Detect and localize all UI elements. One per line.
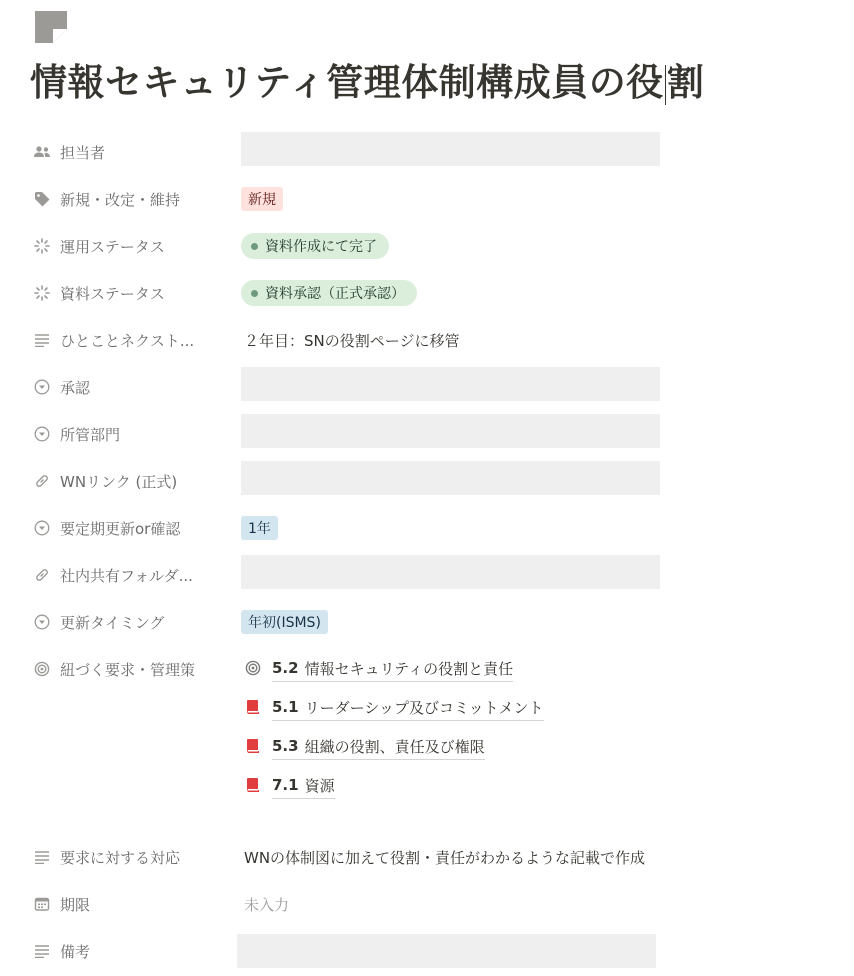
status-dot (251, 290, 258, 297)
requirement-item[interactable] (244, 694, 544, 733)
department-value[interactable] (241, 414, 660, 448)
requirement-item[interactable] (244, 655, 544, 694)
deadline-value[interactable]: 未入力 (244, 895, 290, 914)
requirement-link[interactable]: 5.3 組織の役割、責任及び権限 (272, 733, 485, 760)
property-label-periodic-update[interactable]: 要定期更新or確認 (33, 516, 180, 540)
text-icon (33, 942, 51, 960)
property-label-assignee[interactable]: 担当者 (33, 140, 105, 164)
approval-value[interactable] (241, 367, 660, 401)
requirements-list (244, 655, 544, 811)
property-label-department[interactable]: 所管部門 (33, 422, 120, 446)
property-row-periodic-update (0, 504, 854, 551)
status-icon (33, 284, 51, 302)
requirement-link[interactable]: 5.1 リーダーシップ及びコミットメント (272, 694, 544, 721)
link-icon (33, 472, 51, 490)
next-note-value[interactable]: ２年目：SNの役割ページに移管 (244, 331, 460, 350)
property-label-new-revision[interactable]: 新規・改定・維持 (33, 187, 180, 211)
operation-status-badge[interactable]: 資料作成にて完了 (241, 233, 389, 259)
select-icon (33, 519, 51, 537)
property-list (0, 128, 854, 974)
text-cursor (665, 65, 666, 105)
page-icon[interactable] (35, 11, 67, 43)
select-icon (33, 378, 51, 396)
property-label-next-note[interactable]: ひとことネクスト... (33, 328, 194, 352)
tag-icon (33, 190, 51, 208)
property-label-approval[interactable]: 承認 (33, 375, 90, 399)
requirement-link[interactable]: 5.2 情報セキュリティの役割と責任 (272, 655, 513, 682)
property-label-update-timing[interactable]: 更新タイミング (33, 610, 164, 634)
page-title[interactable]: 情報セキュリティ管理体制構成員の役割 (30, 61, 705, 104)
property-label-wn-link[interactable]: WNリンク (正式) (33, 469, 177, 493)
relation-icon (33, 660, 51, 678)
new-revision-tag[interactable]: 新規 (241, 187, 283, 211)
text-icon (33, 848, 51, 866)
document-status-badge[interactable]: 資料承認（正式承認） (241, 280, 417, 306)
property-row-assignee (0, 128, 854, 175)
property-row-approval (0, 363, 854, 410)
status-dot (251, 243, 258, 250)
property-row-remarks (0, 927, 854, 974)
requirement-item[interactable] (244, 733, 544, 772)
select-icon (33, 425, 51, 443)
book-icon (244, 698, 262, 716)
link-icon (33, 566, 51, 584)
property-label-requirements[interactable]: 紐づく要求・管理策 (33, 657, 195, 681)
assignee-value[interactable] (241, 132, 660, 166)
requirement-item[interactable] (244, 772, 544, 811)
property-row-requirements (0, 645, 854, 833)
property-row-document-status (0, 269, 854, 316)
property-row-operation-status (0, 222, 854, 269)
property-label-operation-status[interactable]: 運用ステータス (33, 234, 165, 258)
periodic-update-tag[interactable]: 1年 (241, 516, 278, 540)
property-label-response[interactable]: 要求に対する対応 (33, 845, 180, 869)
calendar-icon (33, 895, 51, 913)
property-label-shared-folder[interactable]: 社内共有フォルダ... (33, 563, 193, 587)
wn-link-value[interactable] (241, 461, 660, 495)
property-label-remarks[interactable]: 備考 (33, 939, 90, 963)
remarks-value[interactable] (237, 934, 656, 968)
status-icon (33, 237, 51, 255)
response-value[interactable]: WNの体制図に加えて役割・責任がわかるような記載で作成 (244, 848, 646, 867)
property-row-next-note (0, 316, 854, 363)
book-icon (244, 776, 262, 794)
update-timing-tag[interactable]: 年初(ISMS) (241, 610, 328, 634)
property-row-response (0, 833, 854, 880)
text-icon (33, 331, 51, 349)
select-icon (33, 613, 51, 631)
property-row-update-timing (0, 598, 854, 645)
target-icon (244, 659, 262, 677)
shared-folder-value[interactable] (241, 555, 660, 589)
property-row-shared-folder (0, 551, 854, 598)
requirement-link[interactable]: 7.1 資源 (272, 772, 335, 799)
property-label-deadline[interactable]: 期限 (33, 892, 90, 916)
property-row-new-revision (0, 175, 854, 222)
property-row-department (0, 410, 854, 457)
people-icon (33, 143, 51, 161)
property-row-deadline (0, 880, 854, 927)
property-row-wn-link (0, 457, 854, 504)
property-label-document-status[interactable]: 資料ステータス (33, 281, 165, 305)
book-icon (244, 737, 262, 755)
